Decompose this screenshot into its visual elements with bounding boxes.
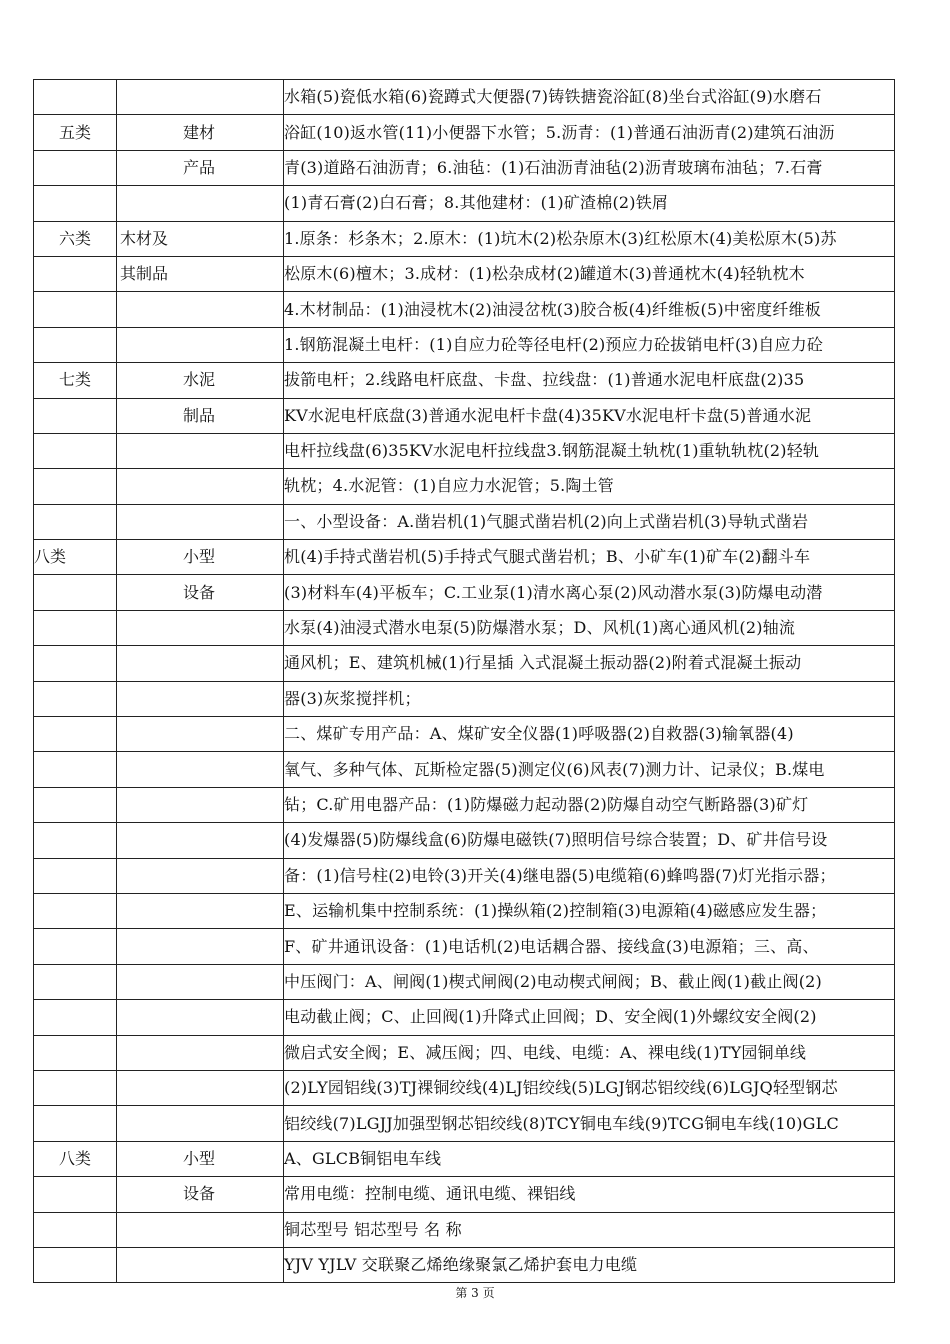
product-text-cell: 电动截止阀；C、止回阀(1)升降式止回阀；D、安全阀(1)外螺纹安全阀(2) bbox=[284, 1000, 895, 1035]
category-cell bbox=[117, 504, 284, 539]
table-row bbox=[34, 221, 895, 256]
table-row bbox=[34, 1141, 895, 1176]
table-row bbox=[34, 1212, 895, 1247]
class-cell bbox=[34, 469, 117, 504]
class-cell bbox=[34, 575, 117, 610]
table-row bbox=[34, 575, 895, 610]
product-text-cell: (3)材料车(4)平板车；C.工业泵(1)清水离心泵(2)风动潜水泵(3)防爆电动潜 bbox=[284, 575, 895, 610]
product-text-cell: (1)青石膏(2)白石膏；8.其他建材：(1)矿渣棉(2)铁屑 bbox=[284, 186, 895, 221]
class-cell bbox=[34, 433, 117, 468]
category-cell bbox=[117, 1035, 284, 1070]
table-row bbox=[34, 964, 895, 999]
class-cell bbox=[34, 787, 117, 822]
category-cell bbox=[117, 327, 284, 362]
category-label: 产品 bbox=[183, 157, 216, 177]
product-text-cell: 松原木(6)檀木；3.成材：(1)松杂成材(2)罐道木(3)普通枕木(4)轻轨枕木 bbox=[284, 256, 895, 291]
category-cell bbox=[117, 929, 284, 964]
product-text-cell: 常用电缆：控制电缆、通讯电缆、裸铝线 bbox=[284, 1177, 895, 1212]
category-label: 其制品 bbox=[120, 264, 169, 284]
category-label: 建材 bbox=[183, 122, 216, 142]
class-cell bbox=[34, 1177, 117, 1212]
class-cell bbox=[34, 717, 117, 752]
category-cell bbox=[117, 752, 284, 787]
category-cell bbox=[117, 540, 284, 575]
category-label: 木材及 bbox=[120, 228, 169, 248]
product-text-cell: 电杆拉线盘(6)35KV水泥电杆拉线盘3.钢筋混凝土轨枕(1)重轨轨枕(2)轻轨 bbox=[284, 433, 895, 468]
class-cell bbox=[34, 504, 117, 539]
category-label: 设备 bbox=[183, 582, 216, 602]
class-cell bbox=[34, 858, 117, 893]
class-cell bbox=[34, 893, 117, 928]
category-cell bbox=[117, 115, 284, 150]
product-text-cell: 铝绞线(7)LGJJ加强型钢芯铝绞线(8)TCY铜电车线(9)TCG铜电车线(10)GLC bbox=[284, 1106, 895, 1141]
class-cell bbox=[34, 1247, 117, 1282]
table-row bbox=[34, 363, 895, 398]
table-row bbox=[34, 80, 895, 115]
class-cell bbox=[34, 1070, 117, 1105]
category-label: 设备 bbox=[183, 1184, 216, 1204]
category-cell bbox=[117, 964, 284, 999]
category-cell bbox=[117, 1247, 284, 1282]
product-text-cell: 钻；C.矿用电器产品：(1)防爆磁力起动器(2)防爆自动空气断路器(3)矿灯 bbox=[284, 787, 895, 822]
product-text-cell: 备：(1)信号柱(2)电铃(3)开关(4)继电器(5)电缆箱(6)蜂鸣器(7)灯光指示器； bbox=[284, 858, 895, 893]
class-cell bbox=[34, 752, 117, 787]
table-row bbox=[34, 681, 895, 716]
category-cell bbox=[117, 1106, 284, 1141]
category-cell bbox=[117, 1177, 284, 1212]
table-row bbox=[34, 1177, 895, 1212]
product-text-cell: 浴缸(10)返水管(11)小便器下水管；5.沥青：(1)普通石油沥青(2)建筑石油沥 bbox=[284, 115, 895, 150]
class-cell bbox=[34, 80, 117, 115]
product-text-cell: 水泵(4)油浸式潜水电泵(5)防爆潜水泵；D、风机(1)离心通风机(2)轴流 bbox=[284, 610, 895, 645]
table-row bbox=[34, 1000, 895, 1035]
category-cell bbox=[117, 80, 284, 115]
product-text-cell: 4.木材制品：(1)油浸枕木(2)油浸岔枕(3)胶合板(4)纤维板(5)中密度纤维板 bbox=[284, 292, 895, 327]
category-label: 小型 bbox=[183, 1148, 216, 1168]
class-cell: 七类 bbox=[34, 363, 117, 398]
table-row bbox=[34, 1070, 895, 1105]
class-cell bbox=[34, 646, 117, 681]
category-cell bbox=[117, 221, 284, 256]
product-text-cell: 中压阀门：A、闸阀(1)楔式闸阀(2)电动楔式闸阀；B、截止阀(1)截止阀(2) bbox=[284, 964, 895, 999]
table-row bbox=[34, 115, 895, 150]
product-text-cell: YJV YJLV 交联聚乙烯绝缘聚氯乙烯护套电力电缆 bbox=[284, 1247, 895, 1282]
table-row bbox=[34, 823, 895, 858]
table-row bbox=[34, 717, 895, 752]
category-cell bbox=[117, 186, 284, 221]
category-cell bbox=[117, 398, 284, 433]
category-cell bbox=[117, 292, 284, 327]
table-row bbox=[34, 504, 895, 539]
class-cell bbox=[34, 1212, 117, 1247]
table-row bbox=[34, 433, 895, 468]
category-cell bbox=[117, 823, 284, 858]
table-row bbox=[34, 787, 895, 822]
product-text-cell: 通风机；E、建筑机械(1)行星插 入式混凝土振动器(2)附着式混凝土振动 bbox=[284, 646, 895, 681]
category-cell bbox=[117, 469, 284, 504]
class-cell bbox=[34, 327, 117, 362]
table-row bbox=[34, 1247, 895, 1282]
category-cell bbox=[117, 893, 284, 928]
class-cell bbox=[34, 610, 117, 645]
table-row bbox=[34, 186, 895, 221]
category-cell bbox=[117, 717, 284, 752]
table-row bbox=[34, 646, 895, 681]
page-number: 第 3 页 bbox=[455, 1286, 495, 1300]
product-text-cell: 拔箭电杆；2.线路电杆底盘、卡盘、拉线盘：(1)普通水泥电杆底盘(2)35 bbox=[284, 363, 895, 398]
table-row bbox=[34, 858, 895, 893]
class-cell bbox=[34, 292, 117, 327]
class-cell: 五类 bbox=[34, 115, 117, 150]
class-cell bbox=[34, 186, 117, 221]
category-cell bbox=[117, 363, 284, 398]
category-cell bbox=[117, 858, 284, 893]
category-cell bbox=[117, 787, 284, 822]
product-text-cell: E、运输机集中控制系统：(1)操纵箱(2)控制箱(3)电源箱(4)磁感应发生器； bbox=[284, 893, 895, 928]
table-row bbox=[34, 292, 895, 327]
table-row bbox=[34, 1035, 895, 1070]
product-text-cell: A、GLCB铜铝电车线 bbox=[284, 1141, 895, 1176]
product-text-cell: 水箱(5)瓷低水箱(6)瓷蹲式大便器(7)铸铁搪瓷浴缸(8)坐台式浴缸(9)水磨石 bbox=[284, 80, 895, 115]
product-text-cell: 轨枕；4.水泥管：(1)自应力水泥管；5.陶土管 bbox=[284, 469, 895, 504]
product-text-cell: (4)发爆器(5)防爆线盒(6)防爆电磁铁(7)照明信号综合装置；D、矿井信号设 bbox=[284, 823, 895, 858]
category-cell bbox=[117, 256, 284, 291]
product-text-cell: F、矿井通讯设备：(1)电话机(2)电话耦合器、接线盒(3)电源箱；三、高、 bbox=[284, 929, 895, 964]
table-row bbox=[34, 610, 895, 645]
category-cell bbox=[117, 1000, 284, 1035]
product-text-cell: 器(3)灰浆搅拌机； bbox=[284, 681, 895, 716]
product-text-cell: (2)LY园铝线(3)TJ裸铜绞线(4)LJ铝绞线(5)LGJ钢芯铝绞线(6)LGJQ轻型钢芯 bbox=[284, 1070, 895, 1105]
table-row bbox=[34, 150, 895, 185]
product-text-cell: KV水泥电杆底盘(3)普通水泥电杆卡盘(4)35KV水泥电杆卡盘(5)普通水泥 bbox=[284, 398, 895, 433]
product-text-cell: 1.原条：杉条木；2.原木：(1)坑木(2)松杂原木(3)红松原木(4)美松原木(5)苏 bbox=[284, 221, 895, 256]
class-cell bbox=[34, 964, 117, 999]
category-cell bbox=[117, 1070, 284, 1105]
class-cell bbox=[34, 929, 117, 964]
table-row bbox=[34, 1106, 895, 1141]
class-cell bbox=[34, 150, 117, 185]
table-row bbox=[34, 893, 895, 928]
product-text-cell: 氧气、多种气体、瓦斯检定器(5)测定仪(6)风表(7)测力计、记录仪；B.煤电 bbox=[284, 752, 895, 787]
category-label: 制品 bbox=[183, 405, 216, 425]
category-cell bbox=[117, 1212, 284, 1247]
class-cell bbox=[34, 1035, 117, 1070]
class-cell: 八类 bbox=[34, 1141, 117, 1176]
table-row bbox=[34, 752, 895, 787]
class-cell: 六类 bbox=[34, 221, 117, 256]
table-row bbox=[34, 469, 895, 504]
class-cell bbox=[34, 823, 117, 858]
category-cell bbox=[117, 150, 284, 185]
product-text-cell: 二、煤矿专用产品：A、煤矿安全仪器(1)呼吸器(2)自救器(3)输氧器(4) bbox=[284, 717, 895, 752]
category-cell bbox=[117, 610, 284, 645]
class-cell bbox=[34, 1000, 117, 1035]
table-row bbox=[34, 540, 895, 575]
category-label: 小型 bbox=[183, 547, 216, 567]
table-row bbox=[34, 256, 895, 291]
product-text-cell: 微启式安全阀；E、减压阀；四、电线、电缆：A、裸电线(1)TY园铜单线 bbox=[284, 1035, 895, 1070]
table-row bbox=[34, 327, 895, 362]
category-cell bbox=[117, 681, 284, 716]
class-cell: 八类 bbox=[34, 540, 117, 575]
category-cell bbox=[117, 1141, 284, 1176]
product-text-cell: 铜芯型号 铝芯型号 名 称 bbox=[284, 1212, 895, 1247]
class-cell bbox=[34, 1106, 117, 1141]
category-cell bbox=[117, 433, 284, 468]
product-text-cell: 1.钢筋混凝土电杆：(1)自应力砼等径电杆(2)预应力砼拔销电杆(3)自应力砼 bbox=[284, 327, 895, 362]
category-cell bbox=[117, 575, 284, 610]
product-text-cell: 一、小型设备：A.凿岩机(1)气腿式凿岩机(2)向上式凿岩机(3)导轨式凿岩 bbox=[284, 504, 895, 539]
table-row bbox=[34, 398, 895, 433]
table-row bbox=[34, 929, 895, 964]
class-cell bbox=[34, 256, 117, 291]
class-cell bbox=[34, 398, 117, 433]
category-table bbox=[33, 79, 895, 1283]
product-text-cell: 机(4)手持式凿岩机(5)手持式气腿式凿岩机；B、小矿车(1)矿车(2)翻斗车 bbox=[284, 540, 895, 575]
product-text-cell: 青(3)道路石油沥青；6.油毡：(1)石油沥青油毡(2)沥青玻璃布油毡；7.石膏 bbox=[284, 150, 895, 185]
class-cell bbox=[34, 681, 117, 716]
category-cell bbox=[117, 646, 284, 681]
category-label: 水泥 bbox=[183, 370, 216, 390]
table-body bbox=[34, 80, 895, 1283]
